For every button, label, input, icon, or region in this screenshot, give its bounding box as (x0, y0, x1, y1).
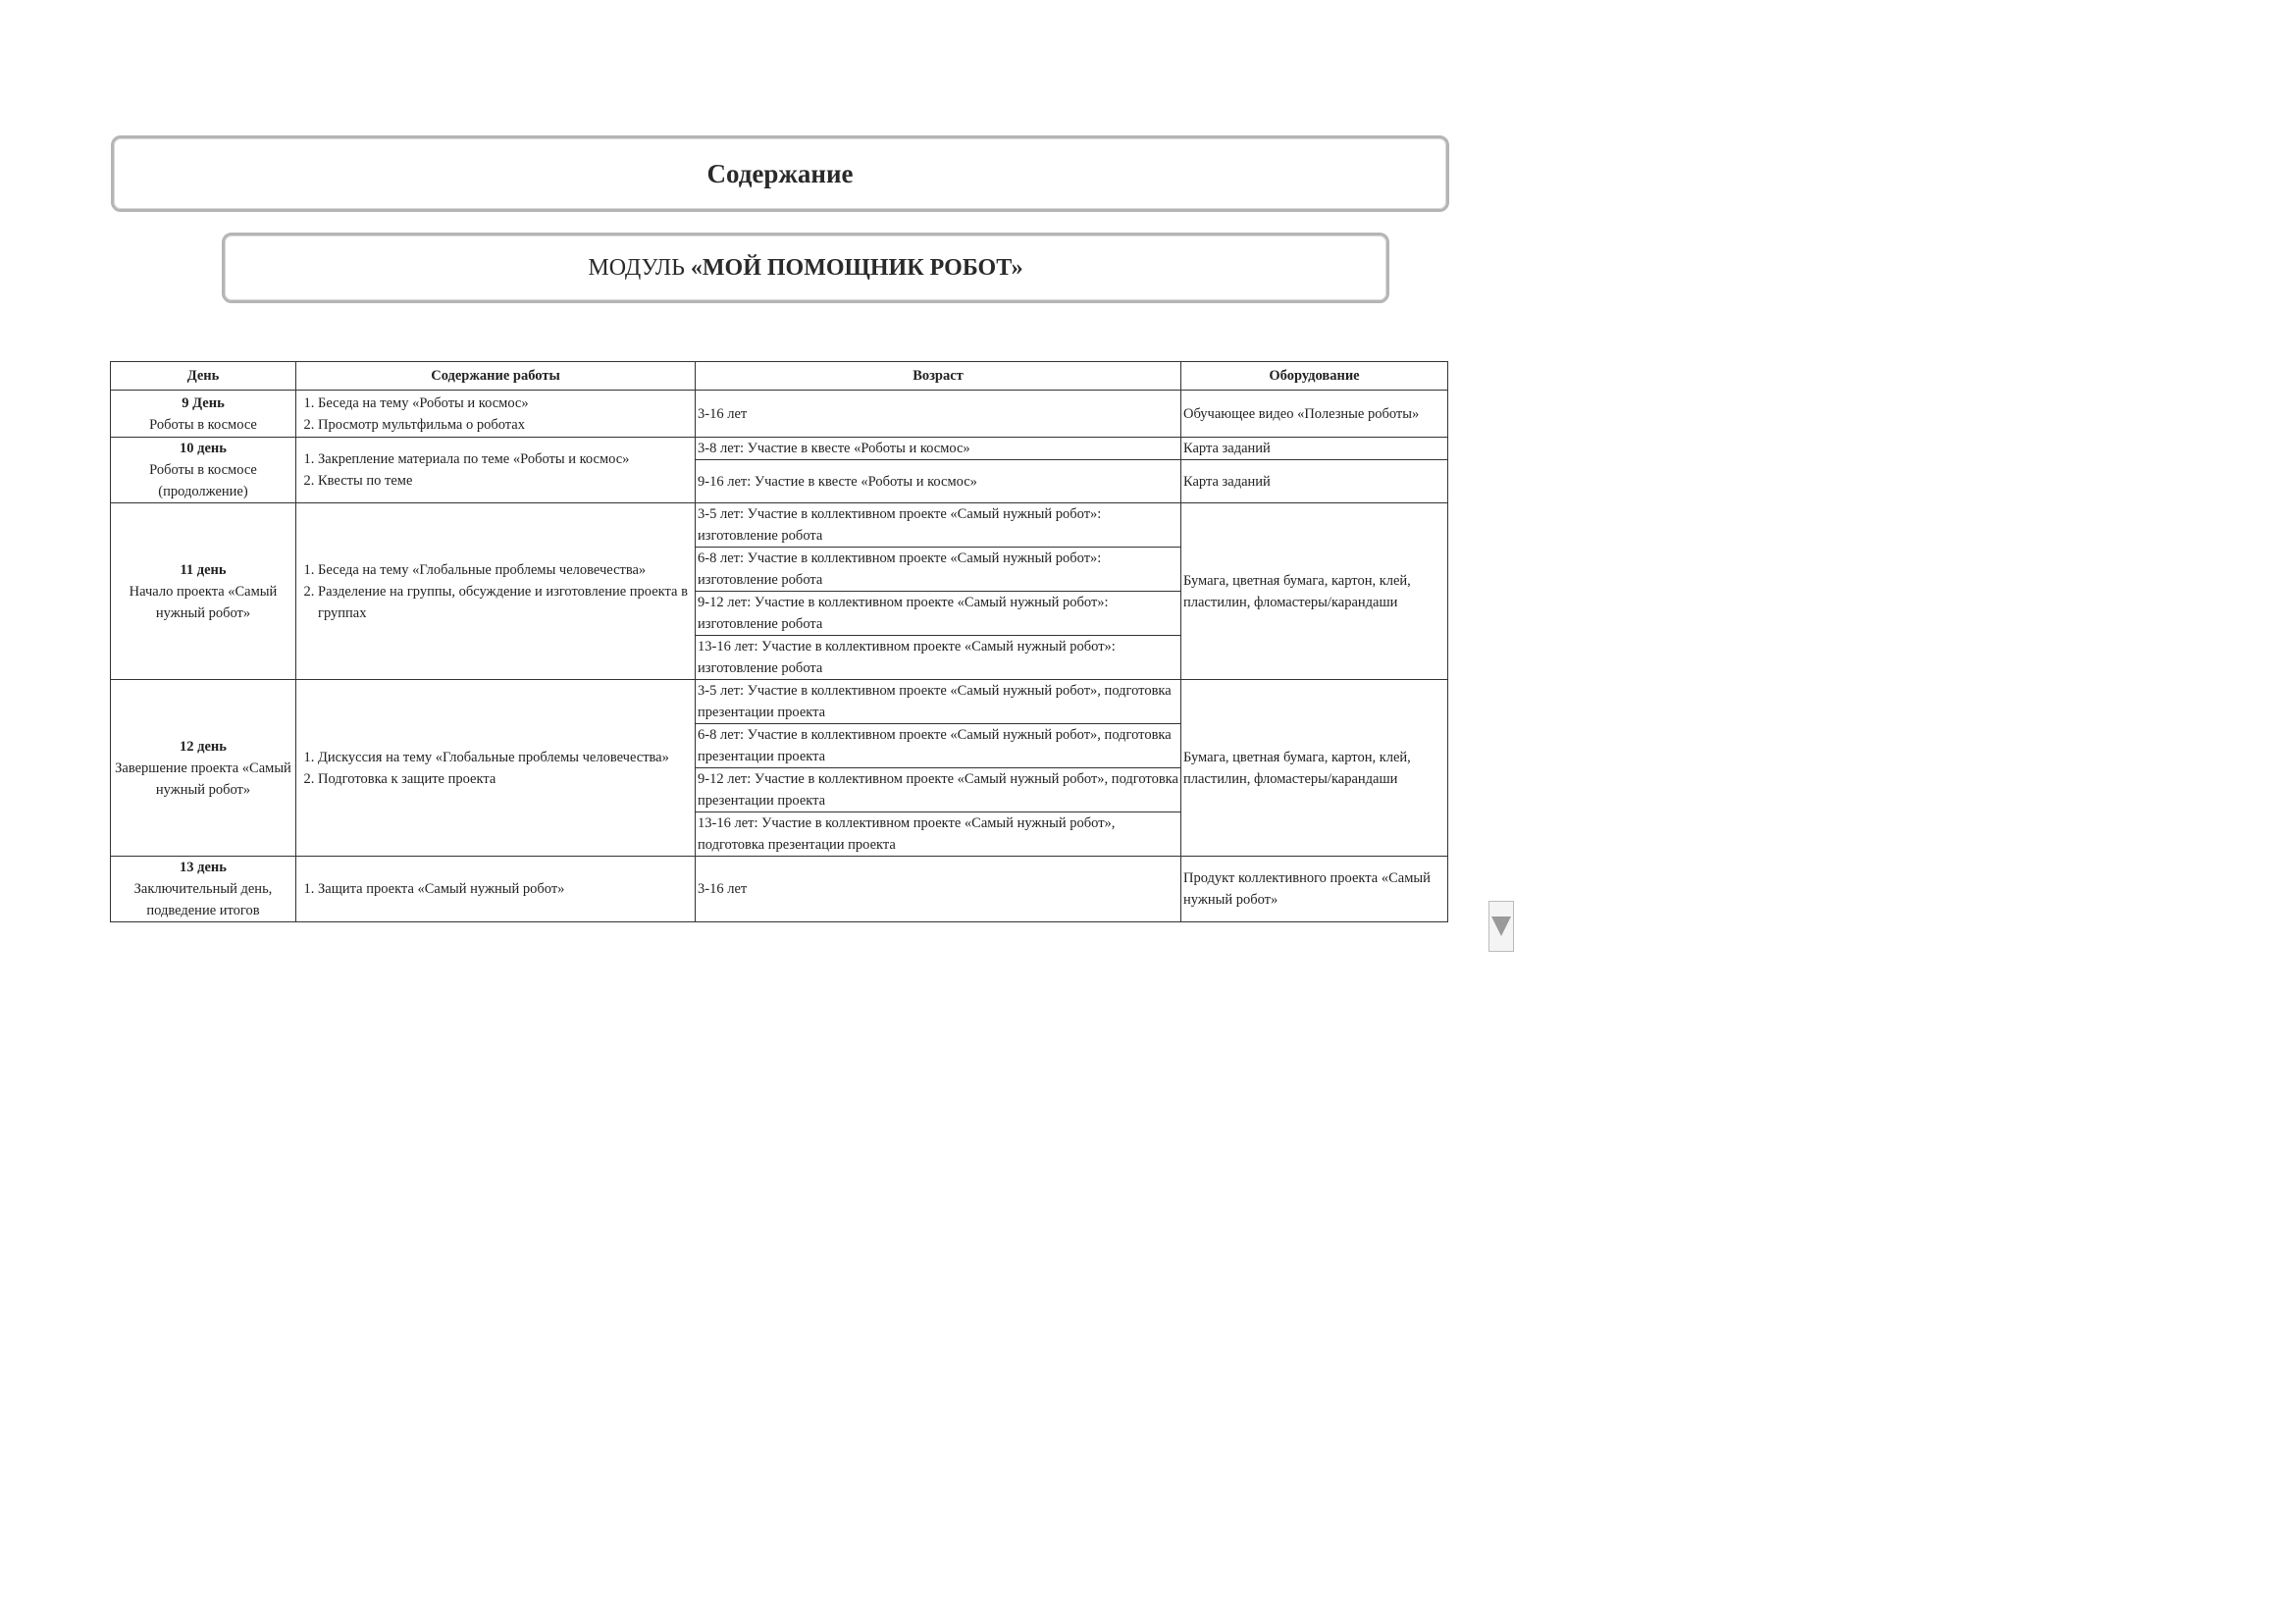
list-item: 1. Дискуссия на тему «Глобальные проблемы человечества» (318, 747, 693, 768)
list-item: 2. Квесты по теме (318, 470, 693, 492)
day-cell (111, 503, 296, 680)
module-title (588, 255, 1022, 282)
day-subtitle: Роботы в космосе (149, 416, 257, 433)
scroll-down-button[interactable] (1488, 901, 1514, 952)
age-cell: 3-8 лет: Участие в квесте «Роботы и космос» (696, 438, 1181, 460)
age-cell: 6-8 лет: Участие в коллективном проекте «Самый нужный робот»: изготовление робота (696, 548, 1181, 592)
age-cell: 9-12 лет: Участие в коллективном проекте «Самый нужный робот», подготовка презентации проекта (696, 768, 1181, 812)
day-title: 9 День (182, 394, 225, 411)
module-name: «МОЙ ПОМОЩНИК РОБОТ» (690, 254, 1023, 281)
day-title: 10 день (180, 441, 227, 456)
content-cell (296, 680, 696, 857)
equipment-cell: Бумага, цветная бумага, картон, клей, пластилин, фломастеры/карандаши (1181, 503, 1448, 680)
age-cell: 3-16 лет (696, 391, 1181, 438)
title-box (111, 135, 1449, 212)
table-row (111, 438, 1448, 460)
equipment-cell: Бумага, цветная бумага, картон, клей, пластилин, фломастеры/карандаши (1181, 680, 1448, 857)
schedule-table (110, 361, 1448, 922)
equipment-cell: Обучающее видео «Полезные роботы» (1181, 391, 1448, 438)
age-cell: 3-5 лет: Участие в коллективном проекте «Самый нужный робот», подготовка презентации проекта (696, 680, 1181, 724)
equipment-cell: Продукт коллективного проекта «Самый нужный робот» (1181, 857, 1448, 922)
triangle-down-icon (1491, 916, 1511, 936)
list-item: 1. Беседа на тему «Глобальные проблемы человечества» (318, 559, 693, 581)
equipment-cell: Карта заданий (1181, 460, 1448, 503)
day-title: 11 день (180, 561, 227, 578)
day-cell (111, 391, 296, 438)
day-subtitle: Начало проекта «Самый нужный робот» (129, 583, 278, 621)
header-age: Возраст (696, 362, 1181, 391)
header-day: День (111, 362, 296, 391)
age-cell: 6-8 лет: Участие в коллективном проекте «Самый нужный робот», подготовка презентации проекта (696, 724, 1181, 768)
header-content: Содержание работы (296, 362, 696, 391)
age-cell: 13-16 лет: Участие в коллективном проекте «Самый нужный робот»: изготовление робота (696, 636, 1181, 680)
day-title: 12 день (180, 738, 227, 755)
day-title: 13 день (180, 860, 227, 875)
day-cell (111, 857, 296, 922)
age-cell: 3-16 лет (696, 857, 1181, 922)
list-item: 2. Разделение на группы, обсуждение и изготовление проекта в группах (318, 581, 693, 624)
list-item: 1. Беседа на тему «Роботы и космос» (318, 393, 693, 414)
age-cell: 3-5 лет: Участие в коллективном проекте «Самый нужный робот»: изготовление робота (696, 503, 1181, 548)
content-cell (296, 857, 696, 922)
table-row (111, 680, 1448, 724)
header-equipment: Оборудование (1181, 362, 1448, 391)
age-cell: 9-16 лет: Участие в квесте «Роботы и космос» (696, 460, 1181, 503)
content-cell (296, 438, 696, 503)
table-row (111, 857, 1448, 922)
table-row (111, 503, 1448, 548)
table-header-row (111, 362, 1448, 391)
content-cell (296, 503, 696, 680)
page-title: Содержание (706, 158, 854, 188)
age-cell: 9-12 лет: Участие в коллективном проекте «Самый нужный робот»: изготовление робота (696, 592, 1181, 636)
module-prefix: МОДУЛЬ (588, 254, 691, 281)
day-cell (111, 438, 296, 503)
list-item: 1. Закрепление материала по теме «Роботы и космос» (318, 448, 693, 470)
module-box (222, 233, 1389, 303)
list-item: 1. Защита проекта «Самый нужный робот» (318, 878, 693, 900)
day-subtitle: Роботы в космосе (продолжение) (149, 462, 257, 499)
table-row (111, 391, 1448, 438)
content-cell (296, 391, 696, 438)
list-item: 2. Просмотр мультфильма о роботах (318, 414, 693, 436)
equipment-cell: Карта заданий (1181, 438, 1448, 460)
list-item: 2. Подготовка к защите проекта (318, 768, 693, 790)
day-cell (111, 680, 296, 857)
day-subtitle: Завершение проекта «Самый нужный робот» (115, 759, 291, 798)
age-cell: 13-16 лет: Участие в коллективном проекте «Самый нужный робот», подготовка презентации проекта (696, 812, 1181, 857)
day-subtitle: Заключительный день, подведение итогов (133, 881, 273, 918)
